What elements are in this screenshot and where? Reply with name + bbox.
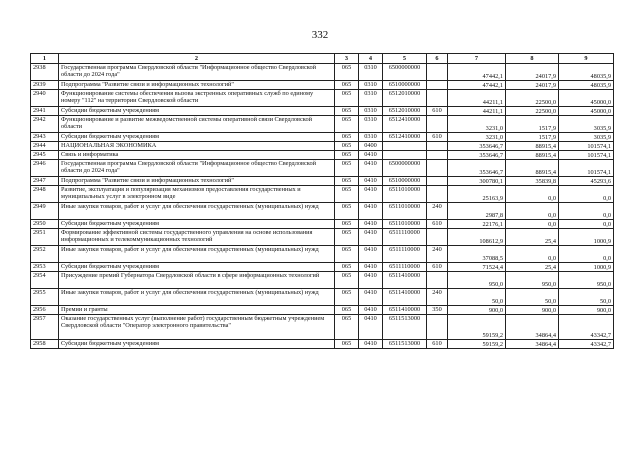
amount-2023-cell: 24017,9 <box>506 64 559 81</box>
expense-type-cell: 350 <box>427 306 448 315</box>
ministry-code-cell: 065 <box>335 186 359 203</box>
target-article-cell <box>383 151 427 160</box>
section-code-cell: 0310 <box>359 64 383 81</box>
amount-2024-cell: 0,0 <box>559 203 614 220</box>
table-row <box>31 116 614 133</box>
amount-2024-cell: 48035,9 <box>559 81 614 90</box>
description-cell: Формирование эффективной системы государственного управления на основе использования информационных и телекоммуникационных технологий <box>59 229 335 246</box>
description-cell: Государственная программа Свердловской области "Информационное общество Свердловской области до 2024 года" <box>59 160 335 177</box>
amount-2024-cell: 950,0 <box>559 272 614 289</box>
target-article-cell: 6510000000 <box>383 177 427 186</box>
row-number-cell: 2943 <box>31 133 59 142</box>
section-code-cell: 0410 <box>359 151 383 160</box>
amount-2023-cell: 34864,4 <box>506 340 559 349</box>
description-cell: Субсидии бюджетным учреждениям <box>59 107 335 116</box>
ministry-code-cell: 065 <box>335 133 359 142</box>
table-row <box>31 90 614 107</box>
amount-2024-cell: 45000,0 <box>559 107 614 116</box>
column-header-1: 1 <box>31 54 59 64</box>
target-article-cell: 6512410000 <box>383 116 427 133</box>
target-article-cell: 6511010000 <box>383 186 427 203</box>
row-number-cell: 2945 <box>31 151 59 160</box>
description-cell: Подпрограмма "Развитие связи и информационных технологий" <box>59 177 335 186</box>
target-article-cell: 6511110000 <box>383 246 427 263</box>
description-cell: Субсидии бюджетным учреждениям <box>59 340 335 349</box>
description-cell: Премии и гранты <box>59 306 335 315</box>
table-row <box>31 340 614 349</box>
section-code-cell: 0410 <box>359 160 383 177</box>
expense-type-cell: 610 <box>427 133 448 142</box>
row-number-cell: 2940 <box>31 90 59 107</box>
description-cell: НАЦИОНАЛЬНАЯ ЭКОНОМИКА <box>59 142 335 151</box>
target-article-cell: 6511410000 <box>383 306 427 315</box>
amount-2023-cell: 1517,9 <box>506 133 559 142</box>
table-row <box>31 177 614 186</box>
section-code-cell: 0310 <box>359 116 383 133</box>
expense-type-cell: 240 <box>427 289 448 306</box>
row-number-cell: 2951 <box>31 229 59 246</box>
amount-2023-cell: 50,0 <box>506 289 559 306</box>
ministry-code-cell: 065 <box>335 340 359 349</box>
expense-type-cell <box>427 116 448 133</box>
description-cell: Иные закупки товаров, работ и услуг для обеспечения государственных (муниципальных) нужд <box>59 246 335 263</box>
amount-2023-cell: 35839,8 <box>506 177 559 186</box>
amount-2022-cell: 300780,1 <box>448 177 506 186</box>
table-row <box>31 186 614 203</box>
table-row <box>31 151 614 160</box>
amount-2024-cell: 0,0 <box>559 220 614 229</box>
amount-2022-cell: 44211,1 <box>448 90 506 107</box>
column-header-6: 6 <box>427 54 448 64</box>
amount-2024-cell: 900,0 <box>559 306 614 315</box>
section-code-cell: 0410 <box>359 272 383 289</box>
row-number-cell: 2946 <box>31 160 59 177</box>
amount-2022-cell: 47442,1 <box>448 81 506 90</box>
table-row <box>31 306 614 315</box>
amount-2023-cell: 900,0 <box>506 306 559 315</box>
description-cell: Иные закупки товаров, работ и услуг для обеспечения государственных (муниципальных) нужд <box>59 203 335 220</box>
expense-type-cell <box>427 177 448 186</box>
section-code-cell: 0410 <box>359 315 383 340</box>
expense-type-cell <box>427 160 448 177</box>
description-cell: Иные закупки товаров, работ и услуг для обеспечения государственных (муниципальных) нужд <box>59 289 335 306</box>
budget-table <box>30 53 614 349</box>
amount-2023-cell: 24017,9 <box>506 81 559 90</box>
row-number-cell: 2944 <box>31 142 59 151</box>
row-number-cell: 2955 <box>31 289 59 306</box>
description-cell: Субсидии бюджетным учреждениям <box>59 220 335 229</box>
row-number-cell: 2950 <box>31 220 59 229</box>
amount-2023-cell: 22500,0 <box>506 90 559 107</box>
amount-2022-cell: 353646,7 <box>448 151 506 160</box>
ministry-code-cell: 065 <box>335 315 359 340</box>
description-cell: Государственная программа Свердловской области "Информационное общество Свердловской области до 2024 года" <box>59 64 335 81</box>
section-code-cell: 0410 <box>359 306 383 315</box>
row-number-cell: 2954 <box>31 272 59 289</box>
row-number-cell: 2957 <box>31 315 59 340</box>
expense-type-cell <box>427 229 448 246</box>
expense-type-cell: 240 <box>427 203 448 220</box>
section-code-cell: 0410 <box>359 203 383 220</box>
amount-2023-cell: 0,0 <box>506 246 559 263</box>
column-header-9: 9 <box>559 54 614 64</box>
table-row <box>31 133 614 142</box>
row-number-cell: 2942 <box>31 116 59 133</box>
expense-type-cell <box>427 64 448 81</box>
target-article-cell: 6500000000 <box>383 160 427 177</box>
amount-2022-cell: 25163,9 <box>448 186 506 203</box>
section-code-cell: 0410 <box>359 177 383 186</box>
description-cell: Связь и информатика <box>59 151 335 160</box>
section-code-cell: 0310 <box>359 81 383 90</box>
expense-type-cell <box>427 186 448 203</box>
table-row <box>31 64 614 81</box>
amount-2022-cell: 3231,0 <box>448 116 506 133</box>
amount-2024-cell: 101574,1 <box>559 142 614 151</box>
amount-2022-cell: 3231,0 <box>448 133 506 142</box>
section-code-cell: 0310 <box>359 133 383 142</box>
description-cell: Оказание государственных услуг (выполнение работ) государственным бюджетным учреждением Свердловской области "Оператор электронного правительства" <box>59 315 335 340</box>
amount-2022-cell: 47442,1 <box>448 64 506 81</box>
amount-2024-cell: 1000,9 <box>559 263 614 272</box>
amount-2024-cell: 43342,7 <box>559 340 614 349</box>
row-number-cell: 2952 <box>31 246 59 263</box>
section-code-cell: 0310 <box>359 90 383 107</box>
ministry-code-cell: 065 <box>335 177 359 186</box>
amount-2024-cell: 45293,6 <box>559 177 614 186</box>
target-article-cell: 6512010000 <box>383 90 427 107</box>
amount-2022-cell: 22176,1 <box>448 220 506 229</box>
description-cell: Субсидии бюджетным учреждениям <box>59 263 335 272</box>
table-row <box>31 263 614 272</box>
column-header-3: 3 <box>335 54 359 64</box>
ministry-code-cell: 065 <box>335 272 359 289</box>
section-code-cell: 0400 <box>359 142 383 151</box>
budget-table-body <box>31 54 614 349</box>
ministry-code-cell: 065 <box>335 229 359 246</box>
row-number-cell: 2939 <box>31 81 59 90</box>
section-code-cell: 0410 <box>359 186 383 203</box>
amount-2023-cell: 0,0 <box>506 220 559 229</box>
row-number-cell: 2958 <box>31 340 59 349</box>
amount-2024-cell: 48035,9 <box>559 64 614 81</box>
ministry-code-cell: 065 <box>335 81 359 90</box>
table-row <box>31 246 614 263</box>
target-article-cell <box>383 142 427 151</box>
table-row <box>31 160 614 177</box>
amount-2024-cell: 0,0 <box>559 246 614 263</box>
amount-2024-cell: 101574,1 <box>559 160 614 177</box>
description-cell: Функционирование и развитие межведомственной системы оперативной связи Свердловской области <box>59 116 335 133</box>
amount-2022-cell: 71524,4 <box>448 263 506 272</box>
expense-type-cell: 610 <box>427 107 448 116</box>
ministry-code-cell: 065 <box>335 220 359 229</box>
target-article-cell: 6512010000 <box>383 107 427 116</box>
expense-type-cell: 610 <box>427 340 448 349</box>
target-article-cell: 6511410000 <box>383 289 427 306</box>
ministry-code-cell: 065 <box>335 306 359 315</box>
column-header-7: 7 <box>448 54 506 64</box>
amount-2023-cell: 950,0 <box>506 272 559 289</box>
table-row <box>31 229 614 246</box>
section-code-cell: 0310 <box>359 107 383 116</box>
section-code-cell: 0410 <box>359 263 383 272</box>
section-code-cell: 0410 <box>359 246 383 263</box>
target-article-cell: 6511010000 <box>383 220 427 229</box>
amount-2024-cell: 1000,9 <box>559 229 614 246</box>
amount-2022-cell: 50,0 <box>448 289 506 306</box>
table-row <box>31 81 614 90</box>
ministry-code-cell: 065 <box>335 263 359 272</box>
section-code-cell: 0410 <box>359 229 383 246</box>
column-header-8: 8 <box>506 54 559 64</box>
amount-2023-cell: 25,4 <box>506 263 559 272</box>
target-article-cell: 6511410000 <box>383 272 427 289</box>
row-number-cell: 2938 <box>31 64 59 81</box>
table-row <box>31 220 614 229</box>
row-number-cell: 2947 <box>31 177 59 186</box>
amount-2022-cell: 59159,2 <box>448 340 506 349</box>
amount-2022-cell: 108612,9 <box>448 229 506 246</box>
amount-2022-cell: 59159,2 <box>448 315 506 340</box>
ministry-code-cell: 065 <box>335 116 359 133</box>
amount-2024-cell: 3035,9 <box>559 116 614 133</box>
amount-2022-cell: 950,0 <box>448 272 506 289</box>
section-code-cell: 0410 <box>359 340 383 349</box>
amount-2024-cell: 50,0 <box>559 289 614 306</box>
amount-2022-cell: 44211,1 <box>448 107 506 116</box>
amount-2024-cell: 45000,0 <box>559 90 614 107</box>
expense-type-cell <box>427 142 448 151</box>
table-row <box>31 107 614 116</box>
amount-2022-cell: 37088,5 <box>448 246 506 263</box>
expense-type-cell: 610 <box>427 220 448 229</box>
amount-2023-cell: 22500,0 <box>506 107 559 116</box>
row-number-cell: 2949 <box>31 203 59 220</box>
amount-2023-cell: 0,0 <box>506 186 559 203</box>
expense-type-cell <box>427 315 448 340</box>
column-header-5: 5 <box>383 54 427 64</box>
target-article-cell: 6512410000 <box>383 133 427 142</box>
expense-type-cell <box>427 90 448 107</box>
target-article-cell: 6510000000 <box>383 81 427 90</box>
row-number-cell: 2953 <box>31 263 59 272</box>
amount-2024-cell: 0,0 <box>559 186 614 203</box>
header-row <box>31 54 614 64</box>
column-header-2: 2 <box>59 54 335 64</box>
section-code-cell: 0410 <box>359 220 383 229</box>
expense-type-cell: 610 <box>427 263 448 272</box>
amount-2023-cell: 25,4 <box>506 229 559 246</box>
description-cell: Субсидии бюджетным учреждениям <box>59 133 335 142</box>
ministry-code-cell: 065 <box>335 289 359 306</box>
amount-2023-cell: 88915,4 <box>506 142 559 151</box>
table-row <box>31 315 614 340</box>
description-cell: Развитие, эксплуатация и популяризация механизмов предоставления государственных и муниципальных услуг в электронном виде <box>59 186 335 203</box>
ministry-code-cell: 065 <box>335 107 359 116</box>
target-article-cell: 6511513000 <box>383 340 427 349</box>
amount-2023-cell: 88915,4 <box>506 151 559 160</box>
table-row <box>31 272 614 289</box>
amount-2024-cell: 3035,9 <box>559 133 614 142</box>
section-code-cell: 0410 <box>359 289 383 306</box>
ministry-code-cell: 065 <box>335 64 359 81</box>
amount-2022-cell: 900,0 <box>448 306 506 315</box>
row-number-cell: 2956 <box>31 306 59 315</box>
ministry-code-cell: 065 <box>335 160 359 177</box>
amount-2022-cell: 2987,8 <box>448 203 506 220</box>
table-row <box>31 142 614 151</box>
ministry-code-cell: 065 <box>335 246 359 263</box>
target-article-cell: 6511110000 <box>383 229 427 246</box>
expense-type-cell: 240 <box>427 246 448 263</box>
amount-2023-cell: 0,0 <box>506 203 559 220</box>
ministry-code-cell: 065 <box>335 203 359 220</box>
column-header-4: 4 <box>359 54 383 64</box>
amount-2024-cell: 101574,1 <box>559 151 614 160</box>
ministry-code-cell: 065 <box>335 151 359 160</box>
amount-2023-cell: 34864,4 <box>506 315 559 340</box>
description-cell: Подпрограмма "Развитие связи и информационных технологий" <box>59 81 335 90</box>
amount-2022-cell: 353646,7 <box>448 142 506 151</box>
page-number: 332 <box>311 29 329 41</box>
amount-2024-cell: 43342,7 <box>559 315 614 340</box>
expense-type-cell <box>427 81 448 90</box>
expense-type-cell <box>427 272 448 289</box>
amount-2023-cell: 1517,9 <box>506 116 559 133</box>
ministry-code-cell: 065 <box>335 90 359 107</box>
target-article-cell: 6500000000 <box>383 64 427 81</box>
expense-type-cell <box>427 151 448 160</box>
description-cell: Присуждение премий Губернатора Свердловской области в сфере информационных технологий <box>59 272 335 289</box>
row-number-cell: 2948 <box>31 186 59 203</box>
row-number-cell: 2941 <box>31 107 59 116</box>
table-row <box>31 203 614 220</box>
amount-2022-cell: 353646,7 <box>448 160 506 177</box>
target-article-cell: 6511010000 <box>383 203 427 220</box>
target-article-cell: 6511513000 <box>383 315 427 340</box>
table-row <box>31 289 614 306</box>
description-cell: Функционирование системы обеспечения вызова экстренных оперативных служб по единому номеру "112" на территории Свердловской области <box>59 90 335 107</box>
target-article-cell: 6511110000 <box>383 263 427 272</box>
ministry-code-cell: 065 <box>335 142 359 151</box>
amount-2023-cell: 88915,4 <box>506 160 559 177</box>
